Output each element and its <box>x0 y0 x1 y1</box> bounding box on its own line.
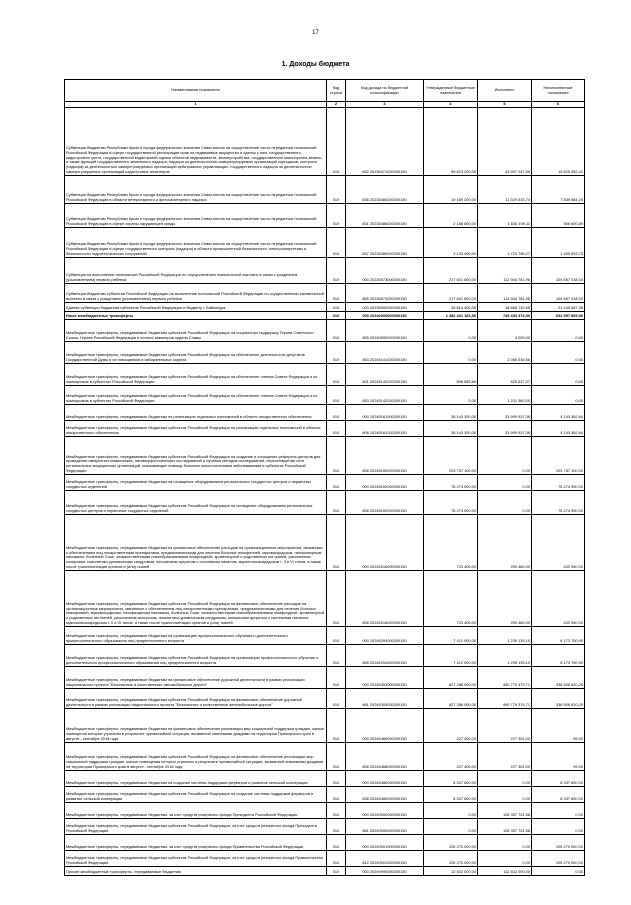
row-unexecuted: 336 506 620,29 <box>532 688 585 708</box>
row-unexecuted: 21 145 667,35 <box>532 302 585 311</box>
row-classification: 837 20235489020000150 <box>346 227 424 257</box>
row-unexecuted: 8 337 600,00 <box>532 770 585 786</box>
row-approved: 203 757 100,00 <box>424 436 478 474</box>
row-classification: 832 20235471020000150 <box>346 107 424 175</box>
row-executed: 0,00 <box>478 850 532 866</box>
row-code: 010 <box>327 626 346 644</box>
row-code: 010 <box>327 688 346 708</box>
table-row <box>65 786 585 802</box>
row-executed: 1 239 139,10 <box>478 626 532 644</box>
table-row <box>65 742 585 770</box>
column-number: 1 <box>65 102 327 108</box>
row-classification: 853 20245142020000150 <box>346 385 424 404</box>
row-classification: 806 20245161020000150 <box>346 420 424 436</box>
row-approved: 7 412 900,00 <box>424 626 478 644</box>
row-approved: 39 814 400,00 <box>424 302 478 311</box>
row-unexecuted: 6 173 760,90 <box>532 626 585 644</box>
row-executed: 0,00 <box>478 770 532 786</box>
row-classification: 000 20240000000000150 <box>346 311 424 319</box>
row-approved: 38 143 300,00 <box>424 404 478 420</box>
row-name: Межбюджетные трансферты, передаваемые бюджетам субъектов Российской Федерации на оснащение оборудованием региональных сосудистых центров и первичных сосудистых отделений <box>65 490 327 514</box>
row-approved: 205 270 000,00 <box>424 850 478 866</box>
row-executed: 43 997 247,59 <box>478 107 532 175</box>
row-executed: 227 301,00 <box>478 708 532 742</box>
table-row <box>65 570 585 626</box>
row-name: Межбюджетные трансферты, передаваемые бюджетам на создание системы поддержки фермеров и развитие сельской кооперации <box>65 770 327 786</box>
header-unexecuted: Неисполненные назначения <box>532 80 585 102</box>
row-code: 010 <box>327 866 346 875</box>
row-executed: 112 944 781,96 <box>478 257 532 283</box>
table-row <box>65 850 585 866</box>
row-approved: 1 382 431 163,86 <box>424 311 478 319</box>
row-classification: 806 20245192020000150 <box>346 490 424 514</box>
row-classification: 838 20245480020000150 <box>346 786 424 802</box>
row-executed: 1 211 380,00 <box>478 385 532 404</box>
row-classification: 000 20235573000000150 <box>346 257 424 283</box>
row-name: Межбюджетные трансферты, передаваемые бюджетам на оснащение оборудованием региональных сосудистых центров и первичных сосудистых отделений <box>65 474 327 490</box>
table-body <box>65 107 585 875</box>
row-classification: 861 20245393020000150 <box>346 688 424 708</box>
row-executed: 4 000,00 <box>478 319 532 341</box>
row-executed: 1 723 796,27 <box>478 227 532 257</box>
row-unexecuted: 78 274 900,00 <box>532 474 585 490</box>
row-classification: 801 20245142020000150 <box>346 363 424 385</box>
row-name: Межбюджетные трансферты, передаваемые бюджетам субъектов Российской Федерации на финансовое обеспечение реализации мер социальной поддержки граждан, жилые помещения которых утрачены в результате чрезвычайной ситуации, вызванной ливневыми дождями на территории Приморского края в августе - сентябре 2018 года <box>65 742 327 770</box>
row-executed: 0,00 <box>478 490 532 514</box>
row-approved: 0,00 <box>424 341 478 363</box>
row-unexecuted: 104 657 018,04 <box>532 257 585 283</box>
table-row <box>65 770 585 786</box>
table-row <box>65 257 585 283</box>
row-classification: 000 20245216000000150 <box>346 514 424 570</box>
row-code: 010 <box>327 319 346 341</box>
row-unexecuted: 104 657 018,04 <box>532 283 585 302</box>
row-executed: 749 433 373,90 <box>478 311 532 319</box>
row-name: Межбюджетные трансферты, передаваемые бюджетам субъектов Российской Федерации, за счет средств резервного фонда Президента Российской Федерации <box>65 818 327 834</box>
row-approved: 217 601 800,00 <box>424 257 478 283</box>
row-approved: 78 274 900,00 <box>424 474 478 490</box>
row-unexecuted: 6 173 760,90 <box>532 644 585 666</box>
column-number: 6 <box>532 102 585 108</box>
row-unexecuted: 7 839 684,26 <box>532 175 585 203</box>
table-row <box>65 319 585 341</box>
row-name: Межбюджетные трансферты, передаваемые бюджетам, за счет средств резервного фонда Правительства Российской Федерации <box>65 834 327 850</box>
row-unexecuted: 432 940,00 <box>532 570 585 626</box>
row-name: Межбюджетные трансферты, передаваемые бюджетам субъектов Российской Федерации на реализацию отдельных полномочий в области лекарственного обеспечения <box>65 420 327 436</box>
row-name: Межбюджетные трансферты, передаваемые бюджетам субъектов Российской Федерации на финансовое обеспечение дорожной деятельности в рамках реализации национального проекта "Безопасные и качественные автомобильные дороги" <box>65 688 327 708</box>
row-name: Субвенции на выполнение полномочий Российской Федерации по осуществлению ежемесячной выплаты в связи с рождением (усыновлением) первого ребенка <box>65 257 327 283</box>
row-executed: 0,00 <box>478 834 532 850</box>
table-row <box>65 866 585 875</box>
table-row <box>65 107 585 175</box>
table-row <box>65 708 585 742</box>
row-name: Субвенции бюджетам Республики Крым и города федерального значения Севастополя на осуществление части переданных полномочий Российской Федерации в сфере охраны окружающей среды <box>65 203 327 227</box>
row-code: 010 <box>327 257 346 283</box>
row-name: Межбюджетные трансферты, передаваемые бюджетам, за счет средств резервного фонда Президента Российской Федерации <box>65 802 327 818</box>
row-code: 010 <box>327 770 346 786</box>
row-approved: 227 400,00 <box>424 708 478 742</box>
row-code: 010 <box>327 203 346 227</box>
row-classification: 000 20249999000000150 <box>346 866 424 875</box>
row-name: Межбюджетные трансферты, передаваемые бюджетам субъектов Российской Федерации, за счет средств резервного фонда Правительства Российской Федерации <box>65 850 327 866</box>
row-executed: 227 301,00 <box>478 742 532 770</box>
row-approved: 596 583,66 <box>424 363 478 385</box>
row-unexecuted: 0,00 <box>532 385 585 404</box>
row-executed: 18 668 732,65 <box>478 302 532 311</box>
row-code: 010 <box>327 490 346 514</box>
table-row <box>65 227 585 257</box>
row-classification: 861 20249000020000150 <box>346 818 424 834</box>
row-code: 010 <box>327 666 346 688</box>
row-approved: 7 412 900,00 <box>424 644 478 666</box>
row-name: Межбюджетные трансферты, передаваемые бюджетам на организацию профессионального обучения и дополнительного профессионального образования лиц предпенсионного возраста <box>65 626 327 644</box>
row-name: Единая субвенция бюджетам субъектов Российской Федерации и бюджету г. Байконура <box>65 302 327 311</box>
row-executed: 112 944 781,96 <box>478 283 532 302</box>
row-approved: 723 400,00 <box>424 514 478 570</box>
row-approved: 78 274 900,00 <box>424 490 478 514</box>
page-title: 1. Доходы бюджета <box>281 61 350 68</box>
table-row <box>65 175 585 203</box>
table-row <box>65 802 585 818</box>
table-row <box>65 834 585 850</box>
table-row <box>65 404 585 420</box>
row-unexecuted: 632 997 809,96 <box>532 311 585 319</box>
row-approved: 827 286 000,00 <box>424 688 478 708</box>
header-row-code: Код строки <box>327 80 346 102</box>
row-executed: 108 357 721,58 <box>478 802 532 818</box>
row-executed: 112 402 000,00 <box>478 866 532 875</box>
table-row <box>65 436 585 474</box>
table-row <box>65 385 585 404</box>
table-row <box>65 644 585 666</box>
row-approved: 723 400,00 <box>424 570 478 626</box>
row-unexecuted: 0,00 <box>532 802 585 818</box>
row-unexecuted: 1 409 603,73 <box>532 227 585 257</box>
column-number: 2 <box>327 102 346 108</box>
row-name: Субвенции бюджетам Республики Крым и города федерального значения Севастополя на осуществление части переданных полномочий Российской Федерации в сфере государственной регистрации прав на недвижимое имущество и сделок с ним, государственного кадастрового учета, государственной кадастровой оценки объектов недвижимости, землеустройства, государственного мониторинга земель, а также функций государственного земельного надзора, надзора за деятельностью саморегулируемых организаций оценщиков, контроля (надзора) за деятельностью саморегулируемых организаций арбитражных управляющих, государственного надзора за деятельностью саморегулируемых организаций кадастровых инженеров <box>65 107 327 175</box>
row-code: 010 <box>327 175 346 203</box>
row-unexecuted: 203 757 100,00 <box>532 436 585 474</box>
row-classification: 853 20245141020000150 <box>346 341 424 363</box>
table-row <box>65 688 585 708</box>
row-code: 010 <box>327 786 346 802</box>
row-executed: 33 999 937,36 <box>478 404 532 420</box>
row-executed: 11 329 515,74 <box>478 175 532 203</box>
row-code: 010 <box>327 474 346 490</box>
table-row <box>65 514 585 570</box>
row-unexecuted: 0,00 <box>532 319 585 341</box>
row-unexecuted: 205 270 000,00 <box>532 834 585 850</box>
header-classification: Код дохода по бюджетной классификации <box>346 80 424 102</box>
table-row <box>65 490 585 514</box>
row-code: 010 <box>327 302 346 311</box>
row-classification: 806 20245216020000150 <box>346 570 424 626</box>
row-approved: 8 337 600,00 <box>424 770 478 786</box>
row-approved: 38 143 300,00 <box>424 420 478 436</box>
row-classification: 836 20235484020000150 <box>346 175 424 203</box>
row-executed: 0,00 <box>478 436 532 474</box>
row-classification: 000 20245393000000150 <box>346 666 424 688</box>
row-code: 010 <box>327 341 346 363</box>
row-executed: 490 779 379,71 <box>478 688 532 708</box>
row-code: 010 <box>327 834 346 850</box>
row-name: Субвенции бюджетам Республики Крым и города федерального значения Севастополя на осуществление части переданных полномочий Российской Федерации в области ветеринарного и фитосанитарного надзора <box>65 175 327 203</box>
row-name: Прочие межбюджетные трансферты, передаваемые бюджетам <box>65 866 327 875</box>
row-executed: 490 779 379,71 <box>478 666 532 688</box>
row-name: Субвенции бюджетам субъектов Российской Федерации на выполнение полномочий Российской Федерации по осуществлению ежемесячной выплаты в связи с рождением (усыновлением) первого ребенка <box>65 283 327 302</box>
row-unexecuted: 0,00 <box>532 818 585 834</box>
row-unexecuted: 4 143 362,64 <box>532 404 585 420</box>
row-executed: 2 065 516,66 <box>478 341 532 363</box>
row-unexecuted: 15 625 952,41 <box>532 107 585 175</box>
row-classification: 000 20235900020000150 <box>346 302 424 311</box>
row-name: Межбюджетные трансферты, передаваемые бюджетам субъектов Российской Федерации на обеспечение деятельности депутатов Государственной Думы и их помощников в избирательных округах <box>65 341 327 363</box>
row-classification: 000 20245468000000150 <box>346 708 424 742</box>
row-name: Межбюджетные трансферты, передаваемые бюджетам на финансовое обеспечение дорожной деятельности в рамках реализации национального проекта "Безопасные и качественные автомобильные дороги" <box>65 666 327 688</box>
row-classification: 812 20249001020000150 <box>346 850 424 866</box>
row-approved: 0,00 <box>424 385 478 404</box>
row-name: Межбюджетные трансферты, передаваемые бюджетам субъектов Российской Федерации на финансовое обеспечение расходов на организационные мероприятия, связанные с обеспечением лиц лекарственными препаратами, предназначенными для лечения больных гемофилией, муковисцидозом, гипофизарным нанизмом, болезнью Гоше, злокачественными новообразованиями лимфоидной, кроветворной и родственных им тканей, рассеянным склерозом, гемолитико-уремическим синдромом, юношеским артритом с системным началом, мукополисахаридозом I, II и VI типов, а также после трансплантации органов и (или) тканей <box>65 570 327 626</box>
row-code: 010 <box>327 802 346 818</box>
row-executed: 290 460,00 <box>478 514 532 570</box>
row-unexecuted: 0,00 <box>532 363 585 385</box>
header-approved: Утвержденные бюджетные назначения <box>424 80 478 102</box>
row-executed: 290 460,00 <box>478 570 532 626</box>
row-approved: 217 601 800,00 <box>424 283 478 302</box>
row-approved: 2 186 800,00 <box>424 203 478 227</box>
row-name: Межбюджетные трансферты, передаваемые бюджетам субъектов Российской Федерации на создание и оснащение референс-центров для проведения иммуногистохимических, патоморфологических исследований и лучевых методов исследований, переоснащение сети региональных медицинских организаций, оказывающих помощь больным онкологическими заболеваниями в субъектах Российской Федерации <box>65 436 327 474</box>
row-name: Межбюджетные трансферты, передаваемые бюджетам субъектов Российской Федерации на организацию профессионального обучения и дополнительного профессионального образования лиц предпенсионного возраста <box>65 644 327 666</box>
table-row <box>65 203 585 227</box>
row-name: Межбюджетные трансферты, передаваемые бюджетам на финансовое обеспечение реализации мер социальной поддержки граждан, жилые помещения которых утрачены в результате чрезвычайной ситуации, вызванной ливневыми дождями на территории Приморского края в августе - сентябре 2018 года <box>65 708 327 742</box>
column-number: 3 <box>346 102 424 108</box>
row-executed: 33 999 937,36 <box>478 420 532 436</box>
row-code: 010 <box>327 708 346 742</box>
row-code: 010 <box>327 107 346 175</box>
row-name: Субвенции бюджетам Республики Крым и города федерального значения Севастополя на осуществление части переданных полномочий Российской Федерации в сфере государственного контроля (надзора) в области промышленной безопасности, электроэнергетики и безопасности гидротехнических сооружений <box>65 227 327 257</box>
row-unexecuted: 205 270 000,00 <box>532 850 585 866</box>
row-code: 010 <box>327 363 346 385</box>
row-classification: 806 20245190020000150 <box>346 436 424 474</box>
table-row <box>65 474 585 490</box>
column-number: 5 <box>478 102 532 108</box>
row-code: 010 <box>327 514 346 570</box>
row-executed: 0,00 <box>478 474 532 490</box>
table-row <box>65 818 585 834</box>
row-code: 010 <box>327 311 346 319</box>
row-unexecuted: 0,00 <box>532 341 585 363</box>
row-unexecuted: 99,00 <box>532 742 585 770</box>
row-classification: 000 20245192000000150 <box>346 474 424 490</box>
row-name: Межбюджетные трансферты, передаваемые бюджетам субъектов Российской Федерации на социальную поддержку Героев Советского Союза, Героев Российской Федерации и полных кавалеров ордена Славы <box>65 319 327 341</box>
row-code: 010 <box>327 404 346 420</box>
header-name: Наименование показателя <box>65 80 327 102</box>
table-row <box>65 363 585 385</box>
row-name: Межбюджетные трансферты, передаваемые бюджетам субъектов Российской Федерации на обеспечение членов Совета Федерации и их помощников в субъектах Российской Федерации <box>65 363 327 385</box>
row-approved: 827 286 000,00 <box>424 666 478 688</box>
row-approved: 0,00 <box>424 818 478 834</box>
row-name: Межбюджетные трансферты, передаваемые бюджетам на реализацию отдельных полномочий в области лекарственного обеспечения <box>65 404 327 420</box>
row-approved: 12 402 000,00 <box>424 866 478 875</box>
row-approved: 227 400,00 <box>424 742 478 770</box>
row-code: 010 <box>327 644 346 666</box>
row-unexecuted: 432 940,00 <box>532 514 585 570</box>
row-unexecuted: 556 600,89 <box>532 203 585 227</box>
page-number: 17 <box>312 30 319 36</box>
row-executed: 628 637,07 <box>478 363 532 385</box>
row-approved: 3 133 400,00 <box>424 227 478 257</box>
row-approved: 205 270 000,00 <box>424 834 478 850</box>
row-approved: 19 169 200,00 <box>424 175 478 203</box>
header-executed: Исполнено <box>478 80 532 102</box>
row-unexecuted: 4 143 362,64 <box>532 420 585 436</box>
row-classification: 000 20249000000000150 <box>346 802 424 818</box>
row-executed: 0,00 <box>478 786 532 802</box>
row-code: 010 <box>327 742 346 770</box>
row-classification: 000 20249001000000150 <box>346 834 424 850</box>
income-table <box>64 79 585 876</box>
header-row <box>65 80 585 102</box>
row-code: 010 <box>327 570 346 626</box>
row-classification: 855 20240090020000150 <box>346 319 424 341</box>
row-code: 010 <box>327 818 346 834</box>
table-row <box>65 666 585 688</box>
row-name: Иные межбюджетные трансферты <box>65 311 327 319</box>
table-row <box>65 420 585 436</box>
row-name: Межбюджетные трансферты, передаваемые бюджетам на финансовое обеспечение расходов на организационные мероприятия, связанные с обеспечением лиц лекарственными препаратами, предназначенными для лечения больных гемофилией, муковисцидозом, гипофизарным нанизмом, болезнью Гоше, злокачественными новообразованиями лимфоидной, кроветворной и родственных им тканей, рассеянным склерозом, гемолитико-уремическим синдромом, юношеским артритом с системным началом, мукополисахаридозом I, II и VI типов, а также после трансплантации органов и (или) тканей <box>65 514 327 570</box>
row-executed: 1 630 199,11 <box>478 203 532 227</box>
table-row <box>65 626 585 644</box>
table-row <box>65 311 585 319</box>
row-code: 010 <box>327 420 346 436</box>
row-code: 010 <box>327 436 346 474</box>
row-executed: 1 239 139,10 <box>478 644 532 666</box>
row-executed: 108 357 721,58 <box>478 818 532 834</box>
row-classification: 000 20245480000000150 <box>346 770 424 786</box>
row-name: Межбюджетные трансферты, передаваемые бюджетам субъектов Российской Федерации на создание системы поддержки фермеров и развитие сельской кооперации <box>65 786 327 802</box>
row-approved: 0,00 <box>424 319 478 341</box>
row-approved: 8 337 600,00 <box>424 786 478 802</box>
row-name: Межбюджетные трансферты, передаваемые бюджетам субъектов Российской Федерации на обеспечение членов Совета Федерации и их помощников в субъектах Российской Федерации <box>65 385 327 404</box>
row-approved: 59 623 200,00 <box>424 107 478 175</box>
column-number: 4 <box>424 102 478 108</box>
row-code: 010 <box>327 283 346 302</box>
row-unexecuted: 8 337 600,00 <box>532 786 585 802</box>
row-unexecuted: 99,00 <box>532 708 585 742</box>
table-row <box>65 302 585 311</box>
table-row <box>65 283 585 302</box>
row-code: 010 <box>327 385 346 404</box>
row-code: 010 <box>327 850 346 866</box>
row-classification: 806 20245468020000150 <box>346 742 424 770</box>
row-unexecuted: 0,00 <box>532 866 585 875</box>
row-code: 010 <box>327 227 346 257</box>
table-row <box>65 341 585 363</box>
row-classification: 855 20235573020000150 <box>346 283 424 302</box>
row-classification: 855 20245294020000150 <box>346 644 424 666</box>
row-classification: 831 20235486020000150 <box>346 203 424 227</box>
row-classification: 000 20245294000000150 <box>346 626 424 644</box>
row-approved: 0,00 <box>424 802 478 818</box>
row-classification: 000 20245161000000150 <box>346 404 424 420</box>
row-unexecuted: 336 506 620,29 <box>532 666 585 688</box>
row-unexecuted: 78 274 900,00 <box>532 490 585 514</box>
